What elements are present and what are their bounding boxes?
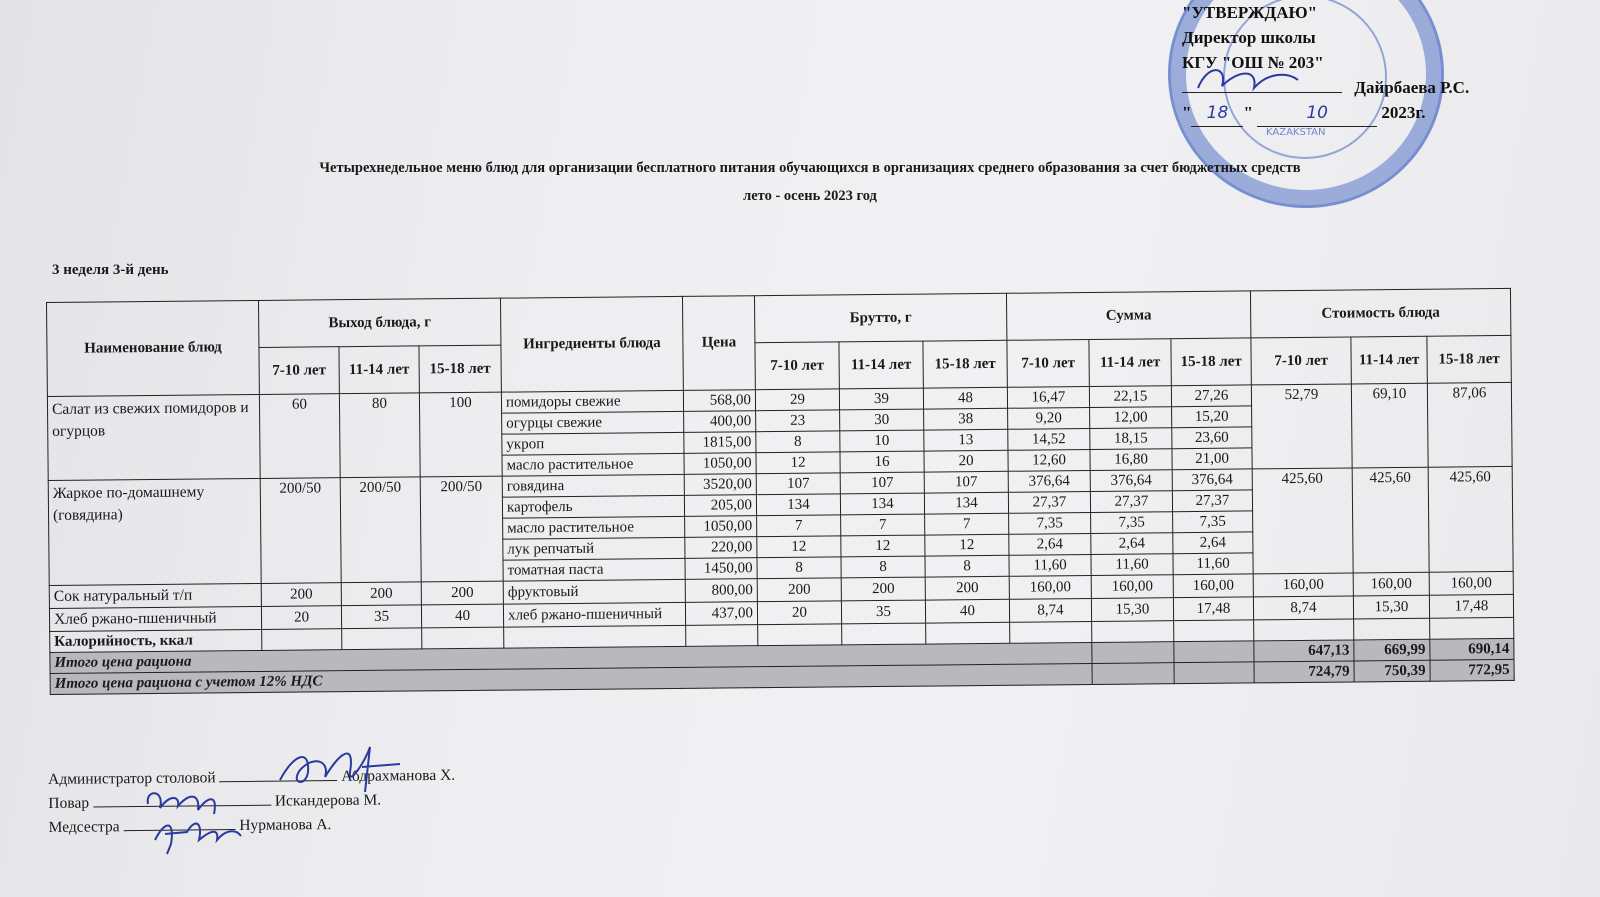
gross-value: 7 <box>925 513 1009 535</box>
dish-yield: 20 <box>261 606 341 630</box>
sum-value: 27,26 <box>1171 385 1251 407</box>
approve-date-row: " 18 " 10 2023г. <box>1182 100 1512 127</box>
ingredient-price: 1815,00 <box>684 432 756 454</box>
sum-value: 376,64 <box>1008 470 1090 492</box>
dish-name: Хлеб ржано-пшеничный <box>49 606 261 631</box>
ingredient-price: 400,00 <box>684 411 756 433</box>
sum-value: 7,35 <box>1173 511 1253 533</box>
sum-value: 27,37 <box>1008 491 1090 513</box>
day-label: 3 неделя 3-й день <box>52 262 169 278</box>
gross-value: 10 <box>840 430 924 452</box>
gross-value: 7 <box>757 515 841 537</box>
total-vat-value: 750,39 <box>1354 660 1430 682</box>
header-gross-age-2: 11-14 лет <box>839 341 923 389</box>
sum-value: 9,20 <box>1008 407 1090 429</box>
sum-value: 27,37 <box>1090 491 1172 513</box>
header-cost-age-1: 7-10 лет <box>1251 337 1351 385</box>
document-subtitle: лето - осень 2023 год <box>743 188 877 204</box>
gross-value: 13 <box>924 429 1008 451</box>
total-label: Итого цена рациона <box>50 642 1092 673</box>
gross-value: 39 <box>839 388 923 410</box>
empty-cell <box>1430 617 1514 639</box>
ingredient-name: говядина <box>502 474 684 497</box>
ingredient-price: 1450,00 <box>685 558 757 580</box>
total-value: 690,14 <box>1430 638 1514 660</box>
gross-value: 200 <box>757 578 841 602</box>
ingredient-name: хлеб ржано-пшеничный <box>503 602 685 627</box>
ingredient-price: 205,00 <box>684 495 756 517</box>
sum-value: 17,48 <box>1173 597 1253 621</box>
ingredient-name: огурцы свежие <box>502 411 684 434</box>
date-month: 10 <box>1257 101 1377 127</box>
sum-value: 18,15 <box>1090 428 1172 450</box>
gross-value: 40 <box>925 599 1009 623</box>
total-value: 647,13 <box>1254 640 1354 662</box>
gross-value: 200 <box>841 577 925 601</box>
sum-value: 8,74 <box>1009 598 1091 622</box>
header-gross-age-1: 7-10 лет <box>755 342 839 390</box>
approve-org: КГУ "ОШ № 203" <box>1182 53 1324 72</box>
empty-cell <box>842 623 926 645</box>
dish-cost: 15,30 <box>1353 595 1429 619</box>
gross-value: 23 <box>756 410 840 432</box>
signature-role: Повар <box>48 794 90 812</box>
sum-value: 160,00 <box>1009 575 1091 599</box>
gross-value: 20 <box>924 450 1008 472</box>
stamp-text: KAZAKSTAN <box>1266 127 1326 138</box>
header-yield-age-1: 7-10 лет <box>259 347 339 395</box>
dish-cost: 87,06 <box>1427 382 1512 467</box>
sum-value: 160,00 <box>1173 574 1253 598</box>
ingredient-name: масло растительное <box>502 453 684 476</box>
ingredient-name: масло растительное <box>503 516 685 539</box>
approval-block <box>1182 0 1512 127</box>
sum-value: 2,64 <box>1091 533 1173 555</box>
sum-value: 11,60 <box>1009 554 1091 576</box>
date-day: 18 <box>1191 101 1243 127</box>
gross-value: 16 <box>840 451 924 473</box>
document-title: Четырехнедельное меню блюд для организации бесплатного питания обучающихся в организациях среднего образования за счет бюджетных средств <box>319 160 1301 176</box>
sum-value: 7,35 <box>1009 512 1091 534</box>
sum-value: 160,00 <box>1091 575 1173 599</box>
gross-value: 12 <box>841 535 925 557</box>
gross-value: 30 <box>840 409 924 431</box>
gross-value: 35 <box>841 600 925 624</box>
gross-value: 107 <box>924 471 1008 493</box>
dish-yield: 200/50 <box>260 478 341 584</box>
ingredient-name: лук репчатый <box>503 537 685 560</box>
gross-value: 134 <box>840 493 924 515</box>
signature-role: Администратор столовой <box>48 769 216 788</box>
sum-value: 16,47 <box>1007 386 1089 408</box>
sum-value: 376,64 <box>1090 470 1172 492</box>
gross-value: 38 <box>924 408 1008 430</box>
sum-value: 21,00 <box>1172 448 1252 470</box>
date-year: 2023г. <box>1381 103 1426 122</box>
empty-cell <box>1174 620 1254 642</box>
total-value: 669,99 <box>1354 639 1430 661</box>
signature-name: Нурманова А. <box>239 816 332 834</box>
empty-cell <box>686 625 758 647</box>
empty-cell <box>422 627 504 649</box>
menu-table-wrapper <box>46 288 1515 695</box>
header-ingredients: Ингредиенты блюда <box>500 296 683 392</box>
ingredient-price: 220,00 <box>685 537 757 559</box>
dish-cost: 52,79 <box>1251 384 1352 469</box>
ingredient-price: 3520,00 <box>684 474 756 496</box>
dish-cost: 160,00 <box>1253 573 1353 597</box>
sum-value: 11,60 <box>1091 554 1173 576</box>
gross-value: 48 <box>923 387 1007 409</box>
header-sum: Сумма <box>1006 291 1250 340</box>
sum-value: 2,64 <box>1173 532 1253 554</box>
header-dish-name: Наименование блюд <box>47 300 260 396</box>
empty-cell <box>1174 662 1254 684</box>
dish-cost: 425,60 <box>1352 467 1429 573</box>
signature-row <box>48 764 455 792</box>
total-vat-label: Итого цена рациона с учетом 12% НДС <box>50 663 1092 694</box>
sum-value: 23,60 <box>1172 427 1252 449</box>
empty-cell <box>1092 663 1174 685</box>
dish-yield: 200/50 <box>420 476 503 582</box>
gross-value: 107 <box>756 473 840 495</box>
dish-cost: 8,74 <box>1253 596 1353 620</box>
dish-yield: 100 <box>419 392 502 477</box>
empty-cell <box>1174 641 1254 663</box>
signatures-block <box>48 764 456 840</box>
sum-value: 14,52 <box>1008 428 1090 450</box>
gross-value: 8 <box>925 555 1009 577</box>
header-yield: Выход блюда, г <box>258 298 500 347</box>
gross-value: 20 <box>757 601 841 625</box>
empty-cell <box>1092 621 1174 643</box>
header-yield-age-2: 11-14 лет <box>339 346 419 394</box>
total-vat-value: 772,95 <box>1430 659 1514 681</box>
calories-label: Калорийность, ккал <box>50 629 262 652</box>
signature-line <box>93 791 271 808</box>
sum-value: 12,60 <box>1008 449 1090 471</box>
gross-value: 107 <box>840 472 924 494</box>
empty-cell <box>1354 618 1430 640</box>
empty-cell <box>342 628 422 650</box>
director-name: Дайрбаева Р.С. <box>1354 78 1470 97</box>
dish-yield: 200 <box>341 582 421 606</box>
empty-cell <box>1010 621 1092 643</box>
sum-value: 22,15 <box>1089 386 1171 408</box>
total-vat-value: 724,79 <box>1254 661 1354 683</box>
dish-yield: 80 <box>339 393 420 478</box>
gross-value: 8 <box>841 556 925 578</box>
signature-name: Искандерова М. <box>274 791 382 810</box>
menu-table <box>46 288 1515 695</box>
sum-value: 27,37 <box>1172 490 1252 512</box>
signature-name: Абдрахманова Х. <box>341 766 456 785</box>
ingredient-price: 800,00 <box>685 579 757 603</box>
gross-value: 134 <box>924 492 1008 514</box>
gross-value: 29 <box>755 389 839 411</box>
sum-value: 16,80 <box>1090 449 1172 471</box>
empty-cell <box>1254 619 1354 641</box>
header-yield-age-3: 15-18 лет <box>419 345 501 393</box>
header-gross-age-3: 15-18 лет <box>923 340 1007 388</box>
signature-row <box>49 812 456 840</box>
gross-value: 8 <box>756 431 840 453</box>
header-sum-age-3: 15-18 лет <box>1171 338 1251 386</box>
dish-yield: 60 <box>259 394 340 479</box>
dish-cost: 17,48 <box>1429 594 1513 618</box>
header-sum-age-2: 11-14 лет <box>1089 339 1171 387</box>
empty-cell <box>758 624 842 646</box>
empty-cell <box>504 625 686 648</box>
director-signature-line <box>1182 76 1342 93</box>
dish-cost: 425,60 <box>1252 468 1353 574</box>
ingredient-name: укроп <box>502 432 684 455</box>
header-sum-age-1: 7-10 лет <box>1007 339 1089 387</box>
gross-value: 12 <box>757 536 841 558</box>
gross-value: 8 <box>757 557 841 579</box>
dish-cost: 160,00 <box>1353 572 1429 596</box>
header-dish-cost: Стоимость блюда <box>1250 288 1510 337</box>
gross-value: 7 <box>841 514 925 536</box>
approve-label: "УТВЕРЖДАЮ" <box>1182 3 1318 22</box>
empty-cell <box>262 629 342 651</box>
sum-value: 7,35 <box>1091 512 1173 534</box>
sum-value: 15,30 <box>1091 598 1173 622</box>
approve-role: Директор школы <box>1182 28 1316 47</box>
ingredient-name: фруктовый <box>503 579 685 604</box>
dish-name: Жаркое по-домашнему (говядина) <box>48 478 261 585</box>
sum-value: 2,64 <box>1009 533 1091 555</box>
ingredient-price: 1050,00 <box>684 453 756 475</box>
signature-line <box>123 815 235 831</box>
gross-value: 134 <box>756 494 840 516</box>
gross-value: 12 <box>756 452 840 474</box>
ingredient-price: 1050,00 <box>685 516 757 538</box>
dish-yield: 200 <box>421 581 503 605</box>
dish-cost: 160,00 <box>1429 571 1513 595</box>
signature-role: Медсестра <box>48 818 120 836</box>
header-cost-age-2: 11-14 лет <box>1351 336 1427 384</box>
dish-yield: 35 <box>341 605 421 629</box>
ingredient-name: помидоры свежие <box>501 390 683 413</box>
ingredient-name: картофель <box>502 495 684 518</box>
header-gross: Брутто, г <box>754 293 1006 342</box>
dish-yield: 200 <box>261 583 341 607</box>
dish-yield: 200/50 <box>340 477 421 583</box>
gross-value: 200 <box>925 576 1009 600</box>
ingredient-price: 568,00 <box>683 390 755 412</box>
dish-yield: 40 <box>421 604 503 628</box>
gross-value: 12 <box>925 534 1009 556</box>
header-cost-age-3: 15-18 лет <box>1427 335 1511 383</box>
sum-value: 376,64 <box>1172 469 1252 491</box>
sum-value: 15,20 <box>1172 406 1252 428</box>
empty-cell <box>926 622 1010 644</box>
approve-signature-row <box>1182 75 1512 100</box>
empty-cell <box>1092 642 1174 664</box>
ingredient-name: томатная паста <box>503 558 685 581</box>
dish-cost: 425,60 <box>1428 466 1513 572</box>
header-price: Цена <box>682 296 755 391</box>
dish-cost: 69,10 <box>1351 383 1428 468</box>
signature-line <box>219 766 337 782</box>
sum-value: 12,00 <box>1090 407 1172 429</box>
ingredient-price: 437,00 <box>685 602 757 626</box>
dish-name: Салат из свежих помидоров и огурцов <box>47 394 260 480</box>
sum-value: 11,60 <box>1173 553 1253 575</box>
dish-name: Сок натуральный т/п <box>49 583 261 608</box>
